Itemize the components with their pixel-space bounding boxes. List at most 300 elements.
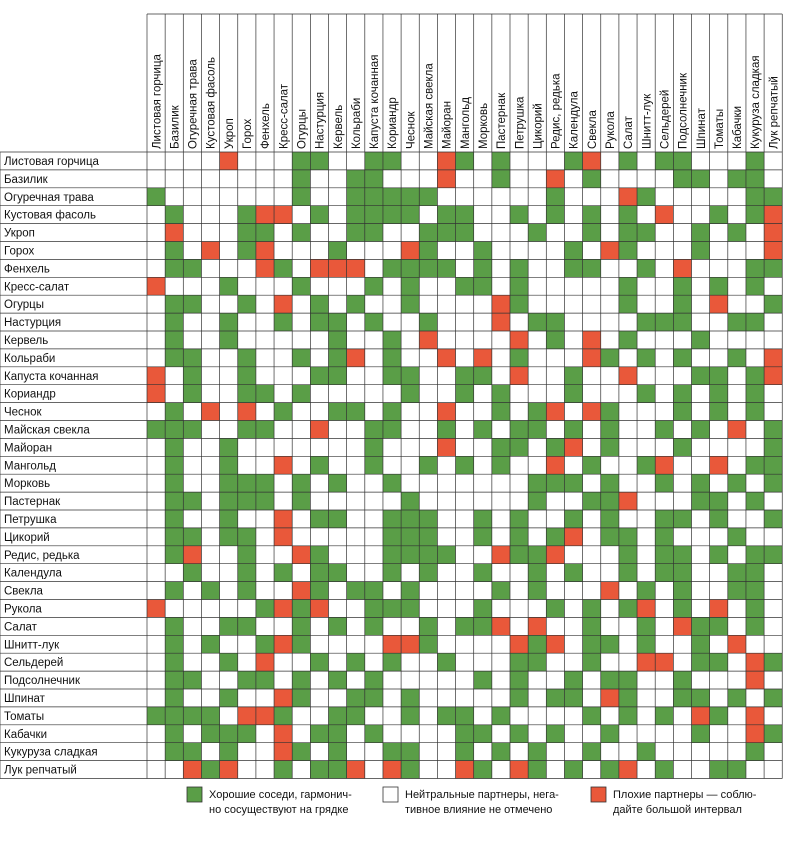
matrix-cell <box>329 367 347 385</box>
matrix-cell <box>401 635 419 653</box>
matrix-cell <box>655 224 673 242</box>
matrix-cell <box>310 456 328 474</box>
matrix-cell <box>474 600 492 618</box>
matrix-cell <box>292 725 310 743</box>
matrix-cell <box>764 170 782 188</box>
matrix-cell <box>274 582 292 600</box>
matrix-cell <box>546 617 564 635</box>
matrix-cell <box>564 689 582 707</box>
matrix-cell <box>183 313 201 331</box>
matrix-cell <box>510 152 528 170</box>
matrix-cell <box>274 653 292 671</box>
matrix-cell <box>764 277 782 295</box>
matrix-cell <box>528 349 546 367</box>
column-label: Кабачки <box>732 105 745 149</box>
matrix-cell <box>220 438 238 456</box>
matrix-cell <box>637 492 655 510</box>
matrix-cell <box>419 421 437 439</box>
matrix-cell <box>401 528 419 546</box>
matrix-cell <box>238 242 256 260</box>
matrix-cell <box>728 564 746 582</box>
matrix-cell <box>292 313 310 331</box>
matrix-cell <box>383 170 401 188</box>
matrix-cell <box>583 259 601 277</box>
matrix-cell <box>564 492 582 510</box>
matrix-cell <box>655 582 673 600</box>
matrix-cell <box>492 510 510 528</box>
matrix-cell <box>365 385 383 403</box>
matrix-cell <box>764 600 782 618</box>
matrix-cell <box>437 206 455 224</box>
matrix-cell <box>437 277 455 295</box>
matrix-cell <box>329 528 347 546</box>
matrix-cell <box>165 492 183 510</box>
matrix-cell <box>329 331 347 349</box>
matrix-cell <box>655 438 673 456</box>
matrix-cell <box>256 385 274 403</box>
matrix-cell <box>147 259 165 277</box>
row-label: Рукола <box>4 603 42 616</box>
matrix-cell <box>746 671 764 689</box>
matrix-cell <box>564 331 582 349</box>
matrix-cell <box>655 653 673 671</box>
matrix-cell <box>183 653 201 671</box>
matrix-cell <box>220 349 238 367</box>
matrix-cell <box>655 331 673 349</box>
matrix-cell <box>165 152 183 170</box>
row-label: Кабачки <box>4 728 48 741</box>
matrix-cell <box>546 277 564 295</box>
legend-good-swatch <box>187 787 202 802</box>
matrix-cell <box>256 743 274 761</box>
matrix-cell <box>456 385 474 403</box>
matrix-cell <box>655 313 673 331</box>
matrix-cell <box>238 403 256 421</box>
matrix-cell <box>546 331 564 349</box>
matrix-cell <box>347 385 365 403</box>
matrix-cell <box>528 313 546 331</box>
matrix-cell <box>401 367 419 385</box>
row-label: Кресс-салат <box>4 281 70 294</box>
matrix-cell <box>165 743 183 761</box>
matrix-cell <box>383 510 401 528</box>
matrix-cell <box>256 617 274 635</box>
matrix-cell <box>510 582 528 600</box>
matrix-cell <box>329 170 347 188</box>
matrix-cell <box>292 492 310 510</box>
matrix-cell <box>692 242 710 260</box>
row-label: Лук репчатый <box>4 764 77 777</box>
matrix-cell <box>583 582 601 600</box>
matrix-cell <box>310 510 328 528</box>
matrix-cell <box>728 188 746 206</box>
matrix-cell <box>673 242 691 260</box>
matrix-cell <box>710 474 728 492</box>
matrix-cell <box>655 170 673 188</box>
matrix-cell <box>710 367 728 385</box>
matrix-cell <box>401 277 419 295</box>
matrix-cell <box>710 403 728 421</box>
column-label: Пастернак <box>496 92 509 149</box>
matrix-cell <box>292 456 310 474</box>
matrix-cell <box>456 492 474 510</box>
matrix-cell <box>310 707 328 725</box>
matrix-cell <box>710 653 728 671</box>
matrix-cell <box>256 671 274 689</box>
matrix-cell <box>274 546 292 564</box>
matrix-cell <box>456 170 474 188</box>
matrix-cell <box>201 385 219 403</box>
matrix-cell <box>546 492 564 510</box>
matrix-cell <box>437 635 455 653</box>
matrix-cell <box>637 313 655 331</box>
matrix-cell <box>147 385 165 403</box>
matrix-cell <box>365 725 383 743</box>
matrix-cell <box>419 242 437 260</box>
matrix-cell <box>474 206 492 224</box>
matrix-cell <box>183 564 201 582</box>
matrix-cell <box>220 474 238 492</box>
matrix-cell <box>637 510 655 528</box>
matrix-cell <box>383 492 401 510</box>
matrix-cell <box>746 385 764 403</box>
matrix-cell <box>165 367 183 385</box>
matrix-cell <box>437 170 455 188</box>
matrix-cell <box>637 242 655 260</box>
matrix-cell <box>673 295 691 313</box>
matrix-cell <box>365 313 383 331</box>
matrix-cell <box>365 242 383 260</box>
matrix-cell <box>510 761 528 779</box>
matrix-cell <box>728 403 746 421</box>
matrix-cell <box>510 546 528 564</box>
matrix-cell <box>183 635 201 653</box>
column-label: Шпинат <box>695 108 708 149</box>
matrix-cell <box>310 438 328 456</box>
legend-bad-line-1: Плохие партнеры — соблю- <box>613 789 757 801</box>
matrix-cell <box>419 492 437 510</box>
matrix-cell <box>619 421 637 439</box>
matrix-cell <box>474 367 492 385</box>
matrix-cell <box>165 689 183 707</box>
matrix-cell <box>510 564 528 582</box>
matrix-cell <box>201 582 219 600</box>
matrix-cell <box>692 403 710 421</box>
matrix-cell <box>601 259 619 277</box>
matrix-cell <box>655 617 673 635</box>
matrix-cell <box>437 188 455 206</box>
matrix-cell <box>474 421 492 439</box>
matrix-cell <box>583 761 601 779</box>
row-label: Огурцы <box>4 299 45 312</box>
matrix-cell <box>456 528 474 546</box>
matrix-cell <box>201 546 219 564</box>
matrix-cell <box>256 474 274 492</box>
matrix-cell <box>365 367 383 385</box>
matrix-cell <box>474 385 492 403</box>
matrix-cell <box>329 725 347 743</box>
matrix-cell <box>165 313 183 331</box>
matrix-cell <box>764 438 782 456</box>
matrix-cell <box>492 635 510 653</box>
matrix-cell <box>492 582 510 600</box>
row-label: Листовая горчица <box>4 155 99 168</box>
matrix-cell <box>238 582 256 600</box>
matrix-cell <box>165 349 183 367</box>
matrix-cell <box>564 242 582 260</box>
matrix-cell <box>310 546 328 564</box>
column-label: Сельдерей <box>659 89 672 149</box>
matrix-cell <box>673 689 691 707</box>
matrix-cell <box>310 385 328 403</box>
row-label: Кольраби <box>4 352 56 365</box>
matrix-cell <box>655 635 673 653</box>
matrix-cell <box>147 474 165 492</box>
row-label: Чеснок <box>4 406 42 419</box>
matrix-cell <box>238 743 256 761</box>
matrix-cell <box>292 635 310 653</box>
matrix-cell <box>583 277 601 295</box>
matrix-cell <box>183 707 201 725</box>
matrix-cell <box>201 528 219 546</box>
matrix-cell <box>673 564 691 582</box>
matrix-cell <box>492 206 510 224</box>
matrix-cell <box>401 707 419 725</box>
matrix-cell <box>419 438 437 456</box>
matrix-cell <box>183 617 201 635</box>
matrix-cell <box>564 259 582 277</box>
matrix-cell <box>292 421 310 439</box>
matrix-cell <box>147 564 165 582</box>
matrix-cell <box>201 600 219 618</box>
matrix-cell <box>474 349 492 367</box>
matrix-cell <box>310 421 328 439</box>
matrix-cell <box>728 510 746 528</box>
matrix-cell <box>365 600 383 618</box>
matrix-cell <box>147 349 165 367</box>
matrix-cell <box>655 564 673 582</box>
matrix-cell <box>655 474 673 492</box>
matrix-cell <box>492 421 510 439</box>
matrix-cell <box>673 349 691 367</box>
matrix-cell <box>274 188 292 206</box>
matrix-cell <box>564 653 582 671</box>
matrix-cell <box>746 277 764 295</box>
matrix-cell <box>583 295 601 313</box>
matrix-cell <box>292 170 310 188</box>
matrix-cell <box>764 349 782 367</box>
matrix-cell <box>655 188 673 206</box>
matrix-cell <box>256 242 274 260</box>
matrix-cell <box>764 510 782 528</box>
matrix-cell <box>528 259 546 277</box>
matrix-cell <box>437 152 455 170</box>
column-label: Кольраби <box>350 97 363 149</box>
column-label: Лук репчатый <box>768 76 781 149</box>
matrix-cell <box>728 671 746 689</box>
matrix-cell <box>329 564 347 582</box>
matrix-cell <box>655 385 673 403</box>
matrix-cell <box>437 474 455 492</box>
matrix-cell <box>528 438 546 456</box>
matrix-cell <box>165 546 183 564</box>
matrix-cell <box>637 349 655 367</box>
matrix-cell <box>292 188 310 206</box>
matrix-cell <box>474 170 492 188</box>
matrix-cell <box>746 295 764 313</box>
matrix-cell <box>201 421 219 439</box>
matrix-cell <box>492 438 510 456</box>
matrix-cell <box>419 725 437 743</box>
matrix-cell <box>310 295 328 313</box>
matrix-cell <box>546 653 564 671</box>
matrix-cell <box>419 689 437 707</box>
matrix-cell <box>147 277 165 295</box>
matrix-cell <box>437 761 455 779</box>
matrix-cell <box>238 313 256 331</box>
matrix-cell <box>673 600 691 618</box>
legend-bad-line-2: дайте большой интервал <box>613 804 742 816</box>
matrix-cell <box>383 653 401 671</box>
row-label: Фенхель <box>4 263 50 276</box>
matrix-cell <box>492 403 510 421</box>
matrix-cell <box>764 653 782 671</box>
matrix-cell <box>510 224 528 242</box>
row-label: Настурция <box>4 317 62 330</box>
matrix-cell <box>710 224 728 242</box>
matrix-cell <box>220 331 238 349</box>
matrix-cell <box>347 456 365 474</box>
matrix-cell <box>546 635 564 653</box>
matrix-cell <box>692 456 710 474</box>
matrix-cell <box>637 170 655 188</box>
matrix-cell <box>492 743 510 761</box>
matrix-cell <box>347 188 365 206</box>
matrix-cell <box>673 403 691 421</box>
matrix-cell <box>256 349 274 367</box>
matrix-cell <box>256 689 274 707</box>
matrix-cell <box>419 743 437 761</box>
matrix-cell <box>165 456 183 474</box>
matrix-cell <box>619 725 637 743</box>
matrix-cell <box>510 403 528 421</box>
matrix-cell <box>292 277 310 295</box>
matrix-cell <box>764 403 782 421</box>
matrix-cell <box>601 224 619 242</box>
matrix-cell <box>310 188 328 206</box>
matrix-cell <box>673 188 691 206</box>
matrix-cell <box>183 474 201 492</box>
matrix-cell <box>329 224 347 242</box>
matrix-cell <box>746 259 764 277</box>
matrix-cell <box>510 438 528 456</box>
column-label: Горох <box>242 118 255 149</box>
matrix-cell <box>692 671 710 689</box>
matrix-cell <box>347 170 365 188</box>
matrix-cell <box>310 492 328 510</box>
matrix-cell <box>256 600 274 618</box>
matrix-cell <box>728 313 746 331</box>
matrix-cell <box>510 474 528 492</box>
matrix-cell <box>329 600 347 618</box>
matrix-cell <box>746 546 764 564</box>
matrix-cell <box>528 510 546 528</box>
matrix-cell <box>274 403 292 421</box>
matrix-cell <box>365 331 383 349</box>
matrix-cell <box>528 277 546 295</box>
matrix-cell <box>201 331 219 349</box>
matrix-cell <box>546 582 564 600</box>
matrix-cell <box>456 689 474 707</box>
matrix-cell <box>292 474 310 492</box>
matrix-cell <box>147 510 165 528</box>
matrix-cell <box>710 564 728 582</box>
matrix-cell <box>492 367 510 385</box>
matrix-cell <box>365 421 383 439</box>
matrix-cell <box>401 295 419 313</box>
matrix-cell <box>165 671 183 689</box>
matrix-cell <box>710 188 728 206</box>
matrix-cell <box>673 761 691 779</box>
matrix-cell <box>238 259 256 277</box>
column-label: Петрушка <box>514 96 527 149</box>
matrix-cell <box>564 743 582 761</box>
matrix-cell <box>546 600 564 618</box>
matrix-cell <box>329 743 347 761</box>
matrix-cell <box>546 564 564 582</box>
matrix-cell <box>220 242 238 260</box>
matrix-cell <box>655 367 673 385</box>
matrix-cell <box>401 492 419 510</box>
matrix-cell <box>347 492 365 510</box>
matrix-cell <box>383 456 401 474</box>
matrix-cell <box>456 474 474 492</box>
matrix-cell <box>183 403 201 421</box>
matrix-cell <box>147 242 165 260</box>
matrix-cell <box>292 224 310 242</box>
matrix-cell <box>347 152 365 170</box>
matrix-cell <box>601 761 619 779</box>
matrix-cell <box>637 188 655 206</box>
matrix-cell <box>419 510 437 528</box>
matrix-cell <box>147 421 165 439</box>
matrix-cell <box>728 277 746 295</box>
matrix-cell <box>183 456 201 474</box>
matrix-cell <box>637 403 655 421</box>
matrix-cell <box>147 331 165 349</box>
matrix-cell <box>655 403 673 421</box>
matrix-cell <box>673 671 691 689</box>
matrix-cell <box>401 761 419 779</box>
matrix-cell <box>710 313 728 331</box>
matrix-cell <box>220 546 238 564</box>
matrix-cell <box>256 421 274 439</box>
matrix-cell <box>347 474 365 492</box>
matrix-cell <box>601 313 619 331</box>
row-label: Морковь <box>4 478 51 491</box>
matrix-cell <box>401 600 419 618</box>
matrix-cell <box>165 259 183 277</box>
matrix-cell <box>292 761 310 779</box>
matrix-cell <box>564 546 582 564</box>
matrix-cell <box>347 743 365 761</box>
matrix-cell <box>274 707 292 725</box>
matrix-cell <box>619 403 637 421</box>
matrix-cell <box>601 206 619 224</box>
matrix-cell <box>492 224 510 242</box>
matrix-cell <box>329 653 347 671</box>
matrix-cell <box>183 152 201 170</box>
